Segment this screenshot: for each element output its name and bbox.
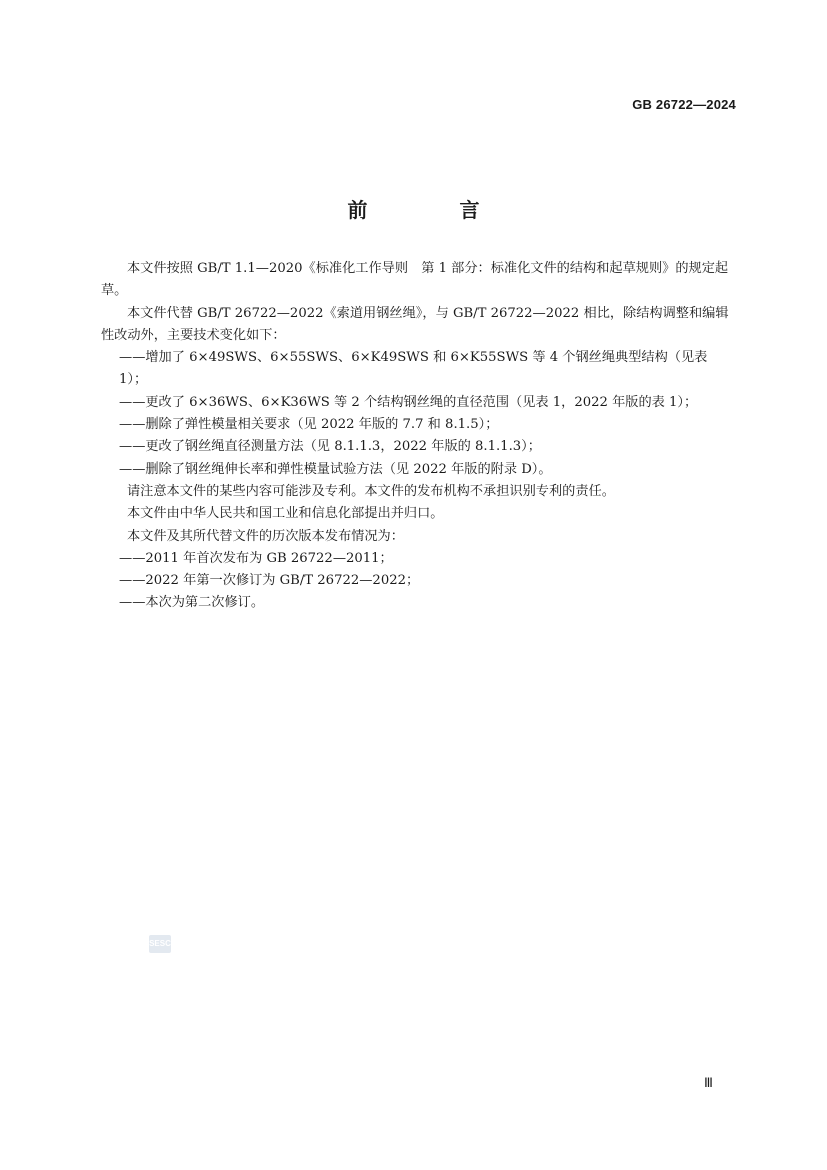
paragraph-drafting-rules: 本文件按照 GB/T 1.1—2020《标准化工作导则 第 1 部分：标准化文件的结构和起草规则》的规定起草。 <box>101 261 729 299</box>
change-item: ——更改了钢丝绳直径测量方法（见 8.1.1.3，2022 年版的 8.1.1.3）； <box>119 439 541 455</box>
history-item: ——2011 年首次发布为 GB 26722—2011； <box>119 550 393 566</box>
standard-number: GB 26722—2024 <box>632 97 736 112</box>
paragraph-proposer: 本文件由中华人民共和国工业和信息化部提出并归口。 <box>127 506 444 522</box>
change-item: ——删除了钢丝绳伸长率和弹性模量试验方法（见 2022 年版的附录 D）。 <box>119 461 552 477</box>
change-item: ——更改了 6×36WS、6×K36WS 等 2 个结构钢丝绳的直径范围（见表 1，2022 年版的表 1）； <box>119 394 698 410</box>
history-item: ——2022 年第一次修订为 GB/T 26722—2022； <box>119 573 420 589</box>
page-title: 前 言 <box>347 198 516 222</box>
paragraph-patent: 请注意本文件的某些内容可能涉及专利。本文件的发布机构不承担识别专利的责任。 <box>127 483 615 499</box>
history-item: ——本次为第二次修订。 <box>119 595 265 611</box>
paragraph-history: 本文件及其所代替文件的历次版本发布情况为： <box>127 528 404 544</box>
change-item: ——增加了 6×49SWS、6×55SWS、6×K49SWS 和 6×K55SWS 等 4 个钢丝绳典型结构（见表 1）； <box>119 350 708 388</box>
watermark-logo: SESC <box>149 935 171 953</box>
page-number: Ⅲ <box>704 1075 713 1090</box>
change-item: ——删除了弹性模量相关要求（见 2022 年版的 7.7 和 8.1.5）； <box>119 417 499 433</box>
document-body <box>101 258 739 615</box>
paragraph-replacement: 本文件代替 GB/T 26722—2022《索道用钢丝绳》，与 GB/T 26722—2022 相比，除结构调整和编辑性改动外，主要技术变化如下： <box>101 305 729 343</box>
